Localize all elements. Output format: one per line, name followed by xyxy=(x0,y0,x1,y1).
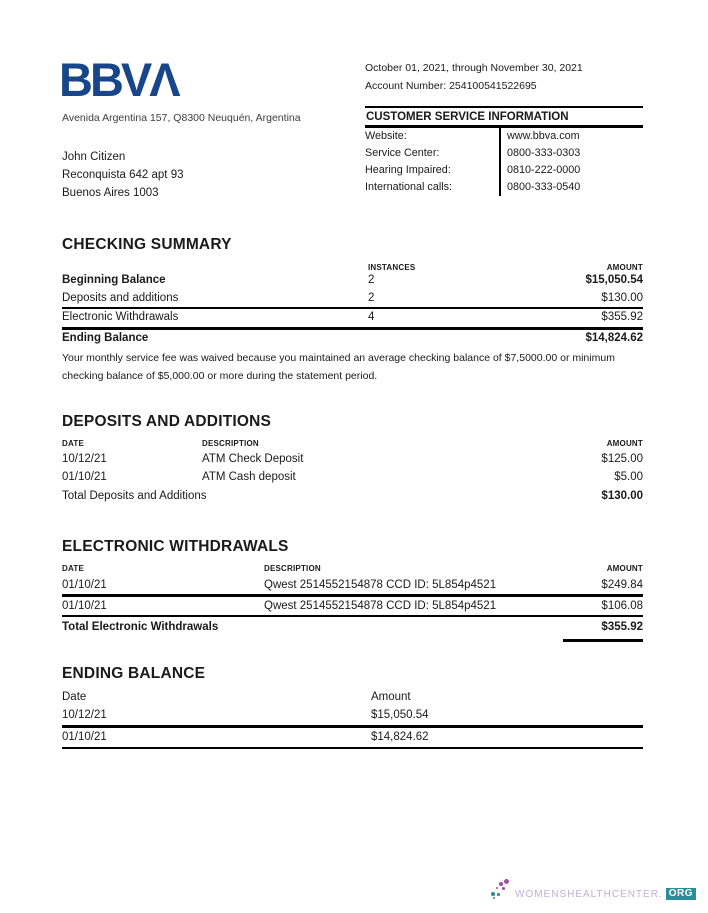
table-row xyxy=(62,576,643,594)
table-row xyxy=(62,290,643,308)
cell-amount: $15,050.54 xyxy=(585,274,643,286)
cell-label: Ending Balance xyxy=(62,331,149,344)
total-row xyxy=(62,487,643,505)
cell-amount: $14,824.62 xyxy=(585,331,643,344)
cell-date: 01/10/21 xyxy=(62,600,107,612)
cs-row-value: 0810-222-0000 xyxy=(507,164,581,176)
service-fee-note xyxy=(62,350,643,385)
cell-amount: $106.08 xyxy=(601,600,643,612)
service-fee-note-line: checking balance of $5,000.00 or more during the statement period. xyxy=(62,369,378,382)
table-row xyxy=(62,468,643,486)
total-label: Total Electronic Withdrawals xyxy=(62,621,219,633)
section-title: ELECTRONIC WITHDRAWALS xyxy=(62,538,289,555)
total-label: Total Deposits and Additions xyxy=(62,490,207,502)
cell-instances: 4 xyxy=(368,311,375,323)
recipient-address-line: Reconquista 642 apt 93 xyxy=(62,169,184,181)
total-underline xyxy=(563,639,643,642)
table-row xyxy=(62,597,643,615)
column-header-row xyxy=(62,564,643,573)
column-header-date: Date xyxy=(62,691,87,703)
cell-description: ATM Cash deposit xyxy=(202,471,296,483)
cell-label: Deposits and additions xyxy=(62,291,179,304)
column-header-amount: Amount xyxy=(371,691,411,703)
dotted-swirl-icon xyxy=(490,878,512,900)
customer-service-table xyxy=(365,128,643,196)
column-header-row xyxy=(62,689,643,706)
table-row xyxy=(62,706,643,725)
cell-description: Qwest 2514552154878 CCD ID: 5L854p4521 xyxy=(264,600,497,612)
cell-description: ATM Check Deposit xyxy=(202,453,304,465)
cs-row-label: Website: xyxy=(365,130,407,142)
table-row xyxy=(62,309,643,327)
account-number-value: 254100541522695 xyxy=(449,80,537,92)
section-title: ENDING BALANCE xyxy=(62,665,206,682)
cs-row-value: 0800-333-0303 xyxy=(507,147,581,159)
table-row xyxy=(62,272,643,290)
column-header-instances: INSTANCES xyxy=(368,263,416,272)
statement-period: October 01, 2021, through November 30, 2021 xyxy=(365,62,583,74)
cell-amount: $5.00 xyxy=(614,471,643,483)
recipient-address-block xyxy=(62,148,183,202)
table-row xyxy=(62,450,643,468)
bank-address: Avenida Argentina 157, Q8300 Neuquén, Argentina xyxy=(62,112,301,124)
section-title: DEPOSITS AND ADDITIONS xyxy=(62,413,272,430)
deposits-section xyxy=(62,413,643,505)
cs-row-value: www.bbva.com xyxy=(507,130,580,142)
column-header-date: DATE xyxy=(62,564,84,573)
customer-service-title: CUSTOMER SERVICE INFORMATION xyxy=(365,108,643,128)
total-row xyxy=(62,617,643,637)
cell-amount: $125.00 xyxy=(601,453,643,465)
checking-summary-section xyxy=(62,236,643,385)
cs-row-label: Hearing Impaired: xyxy=(365,164,451,176)
column-header-amount: AMOUNT xyxy=(606,439,643,448)
column-header-row xyxy=(62,439,643,448)
cs-row-label: Service Center: xyxy=(365,147,440,159)
recipient-name: John Citizen xyxy=(62,151,126,163)
column-header-description: DESCRIPTION xyxy=(202,439,259,448)
divider xyxy=(62,747,643,749)
cell-date: 01/10/21 xyxy=(62,471,107,483)
cell-date: 10/12/21 xyxy=(62,709,107,721)
withdrawals-section xyxy=(62,538,643,642)
column-header-amount: AMOUNT xyxy=(606,263,643,272)
customer-service-values xyxy=(499,128,643,196)
customer-service-box xyxy=(365,106,643,196)
total-amount: $130.00 xyxy=(601,490,643,502)
column-header-amount: AMOUNT xyxy=(606,564,643,573)
watermark-text: WOMENSHEALTHCENTER. xyxy=(515,889,663,900)
customer-service-labels xyxy=(365,128,499,196)
column-header-description: DESCRIPTION xyxy=(264,564,321,573)
column-header-row xyxy=(62,263,643,272)
cell-label: Electronic Withdrawals xyxy=(62,311,179,323)
table-row xyxy=(62,728,643,747)
cell-date: 01/10/21 xyxy=(62,731,107,743)
watermark xyxy=(490,878,696,900)
table-row xyxy=(62,330,643,348)
recipient-address-line: Buenos Aires 1003 xyxy=(62,187,159,199)
account-number-label: Account Number: xyxy=(365,80,450,92)
cell-label: Beginning Balance xyxy=(62,274,166,286)
cell-instances: 2 xyxy=(368,274,375,286)
total-amount: $355.92 xyxy=(601,621,643,633)
cell-amount: $355.92 xyxy=(601,311,643,323)
cell-instances: 2 xyxy=(368,291,375,304)
cell-description: Qwest 2514552154878 CCD ID: 5L854p4521 xyxy=(264,579,497,591)
account-number-line xyxy=(365,80,537,92)
column-header-spacer xyxy=(62,263,368,272)
ending-balance-section xyxy=(62,665,643,749)
column-header-date: DATE xyxy=(62,439,84,448)
watermark-org-badge: ORG xyxy=(666,888,696,900)
cell-amount: $249.84 xyxy=(601,579,643,591)
cell-amount: $15,050.54 xyxy=(371,709,429,721)
cell-date: 01/10/21 xyxy=(62,579,107,591)
section-title: CHECKING SUMMARY xyxy=(62,236,232,253)
bbva-logo: BBVΛ xyxy=(59,53,178,106)
cell-amount: $14,824.62 xyxy=(371,731,429,743)
cell-date: 10/12/21 xyxy=(62,453,107,465)
service-fee-note-line: Your monthly service fee was waived because you maintained an average checking balance of $7,5000.00 or minimum xyxy=(62,352,615,364)
cs-row-label: International calls: xyxy=(365,181,453,193)
cell-amount: $130.00 xyxy=(601,291,643,304)
cs-row-value: 0800-333-0540 xyxy=(507,181,581,193)
